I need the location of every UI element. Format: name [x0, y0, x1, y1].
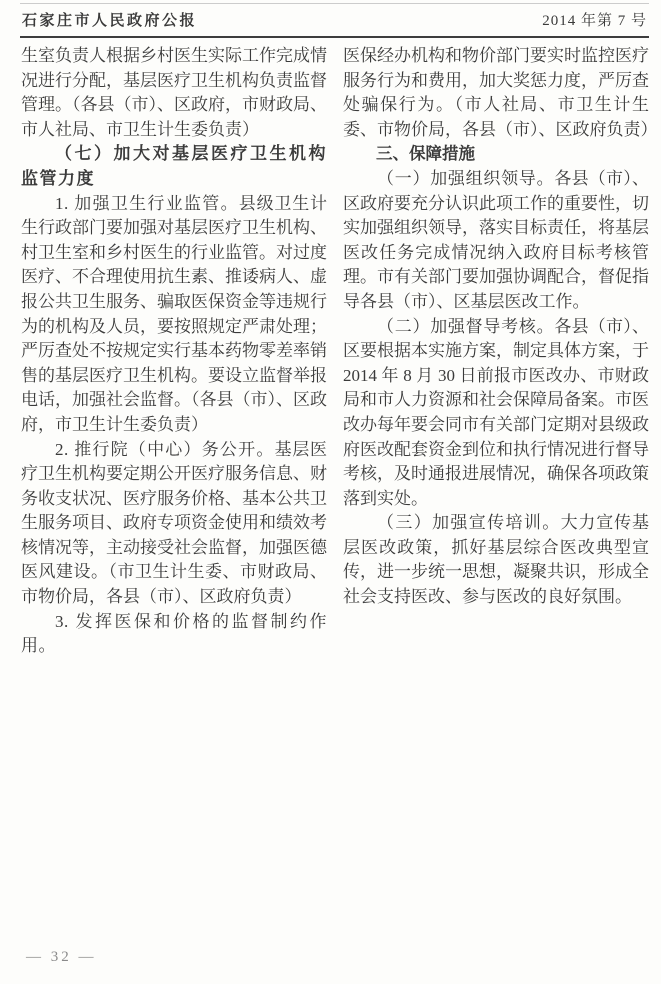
page-header — [22, 9, 647, 33]
gazette-title: 石家庄市人民政府公报 — [22, 13, 198, 29]
right-column — [343, 44, 658, 659]
subsection-2-body: 各县（市）、区要根据本实施方案，制定具体方案，于2014 年 8 月 30 日前报市医改办、市财政局和市人力资源和社会保障局备案。市医改办每年要会同市有关部门定期对县级政府医改配套资金到位和执行情况进行督导考核，及时通报进展情况，确保各项政策落到实处。 — [343, 316, 650, 508]
item-2-lead: 2. 推行院（中心）务公开。 — [55, 439, 275, 459]
item-3-continuation-paragraph: 医保经办机构和物价部门要实时监控医疗服务行为和费用，加大奖惩力度，严厉查处骗保行为。（市人社局、市卫生计生委、市物价局，各县（市）、区政府负责） — [343, 46, 658, 139]
subsection-1-lead: （一）加强组织领导。 — [377, 168, 555, 188]
subsection-2-lead: （二）加强督导考核。 — [377, 316, 555, 336]
item-3-lead: 3. 发挥医保和价格的监督制约作用。 — [21, 611, 327, 656]
item-1-body: 县级卫生计生行政部门要加强对基层医疗卫生机构、村卫生室和乡村医生的行业监管。对过度医疗、不合理使用抗生素、推诿病人、虚报公共卫生服务、骗取医保资金等违规行为的机构及人员，要按照规定严肃处理；严厉查处不按规定实行基本药物零差率销售的基层医疗卫生机构。要设立监督举报电话，加强社会监督。（各县（市）、区政府，市卫生计生委负责） — [21, 193, 328, 434]
issue-number: 2014 年第 7 号 — [542, 13, 647, 29]
header-rule — [20, 36, 649, 38]
item-2-body: 基层医疗卫生机构要定期公开医疗服务信息、财务收支状况、医疗服务价格、基本公共卫生服务项目、政府专项资金使用和绩效考核情况等，主动接受社会监督，加强医德医风建设。（市卫生计生委、市财政局、市物价局，各县（市）、区政府负责） — [21, 439, 328, 607]
subsection-1-paragraph — [343, 167, 649, 315]
content-columns — [21, 44, 658, 659]
subsection-3-paragraph — [343, 511, 649, 609]
section-3-heading: 三、保障措施 — [376, 145, 475, 164]
top-hairline-rule — [20, 3, 649, 4]
continuation-paragraph: 生室负责人根据乡村医生实际工作完成情况进行分配，基层医疗卫生机构负责监督管理。（各县（市）、区政府，市财政局、市人社局、市卫生计生委负责） — [21, 46, 327, 139]
item-2-paragraph — [21, 438, 327, 610]
item-3-lead-paragraph — [21, 610, 327, 659]
item-1-paragraph — [21, 192, 327, 438]
subsection-1-body: 各县（市）、区政府要充分认识此项工作的重要性，切实加强组织领导，落实目标责任，将基层医改任务完成情况纳入政府目标考核管理。市有关部门要加强协调配合，督促指导各县（市）、区基层医改工作。 — [343, 168, 650, 311]
item-1-lead: 1. 加强卫生行业监管。 — [55, 193, 239, 213]
page-number: — 32 — — [26, 949, 97, 965]
subsection-3-body: 大力宣传基层医改政策，抓好基层综合医改典型宣传，进一步统一思想，凝聚共识，形成全社会支持医改、参与医改的良好氛围。 — [343, 513, 650, 607]
page-footer — [26, 949, 97, 966]
subsection-3-lead: （三）加强宣传培训。 — [377, 513, 561, 533]
item-7-heading: （七）加大对基层医疗卫生机构监管力度 — [21, 144, 327, 188]
left-column — [21, 44, 327, 659]
subsection-2-paragraph — [343, 315, 649, 512]
